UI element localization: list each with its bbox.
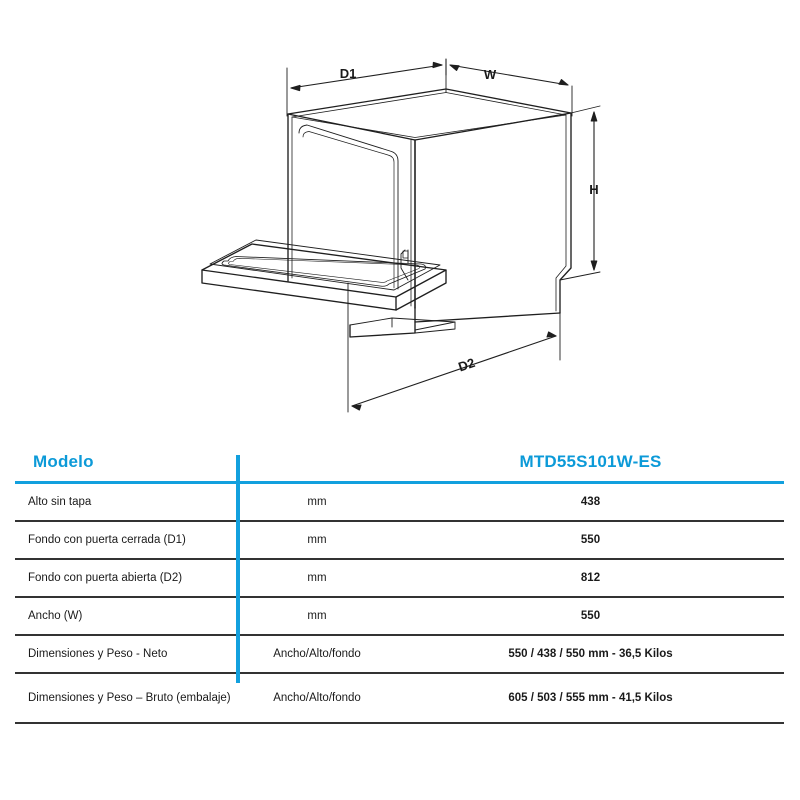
dimension-d1 — [291, 59, 446, 91]
row-unit: mm — [237, 597, 397, 635]
dimension-label-w: W — [483, 67, 497, 82]
row-value: 550 — [397, 597, 784, 635]
header-spacer-cell — [237, 452, 397, 481]
row-value: 438 — [397, 484, 784, 521]
row-unit: mm — [237, 559, 397, 597]
row-label: Fondo con puerta abierta (D2) — [15, 559, 237, 597]
table-row — [15, 521, 784, 559]
dimension-label-d2: D2 — [456, 354, 477, 375]
dimension-d2 — [352, 332, 556, 410]
cabinet-right-face — [415, 113, 571, 322]
table-header-row — [15, 452, 784, 481]
row-label: Alto sin tapa — [15, 484, 237, 521]
row-label: Dimensiones y Peso – Bruto (embalaje) — [15, 673, 237, 723]
header-model-label: Modelo — [33, 452, 94, 471]
header-model-value: MTD55S101W-ES — [519, 452, 662, 471]
dimension-w — [450, 65, 568, 85]
row-unit: Ancho/Alto/fondo — [237, 635, 397, 673]
row-unit: Ancho/Alto/fondo — [237, 673, 397, 723]
specification-table — [15, 452, 784, 724]
table-row — [15, 597, 784, 635]
dimension-label-h: H — [589, 182, 599, 197]
row-value: 550 — [397, 521, 784, 559]
row-label: Ancho (W) — [15, 597, 237, 635]
table-row — [15, 559, 784, 597]
dimension-extension-lines — [287, 62, 600, 412]
row-label: Fondo con puerta cerrada (D1) — [15, 521, 237, 559]
dimension-label-d1: D1 — [339, 66, 357, 81]
row-unit: mm — [237, 521, 397, 559]
cabinet-base-plinth — [350, 318, 455, 337]
open-door — [202, 240, 446, 310]
row-label: Dimensiones y Peso - Neto — [15, 635, 237, 673]
table-row — [15, 673, 784, 723]
row-unit: mm — [237, 484, 397, 521]
row-value: 605 / 503 / 555 mm - 41,5 Kilos — [397, 673, 784, 723]
row-value: 550 / 438 / 550 mm - 36,5 Kilos — [397, 635, 784, 673]
table-row — [15, 635, 784, 673]
row-value: 812 — [397, 559, 784, 597]
table-row — [15, 484, 784, 521]
table-column-divider — [236, 455, 240, 683]
